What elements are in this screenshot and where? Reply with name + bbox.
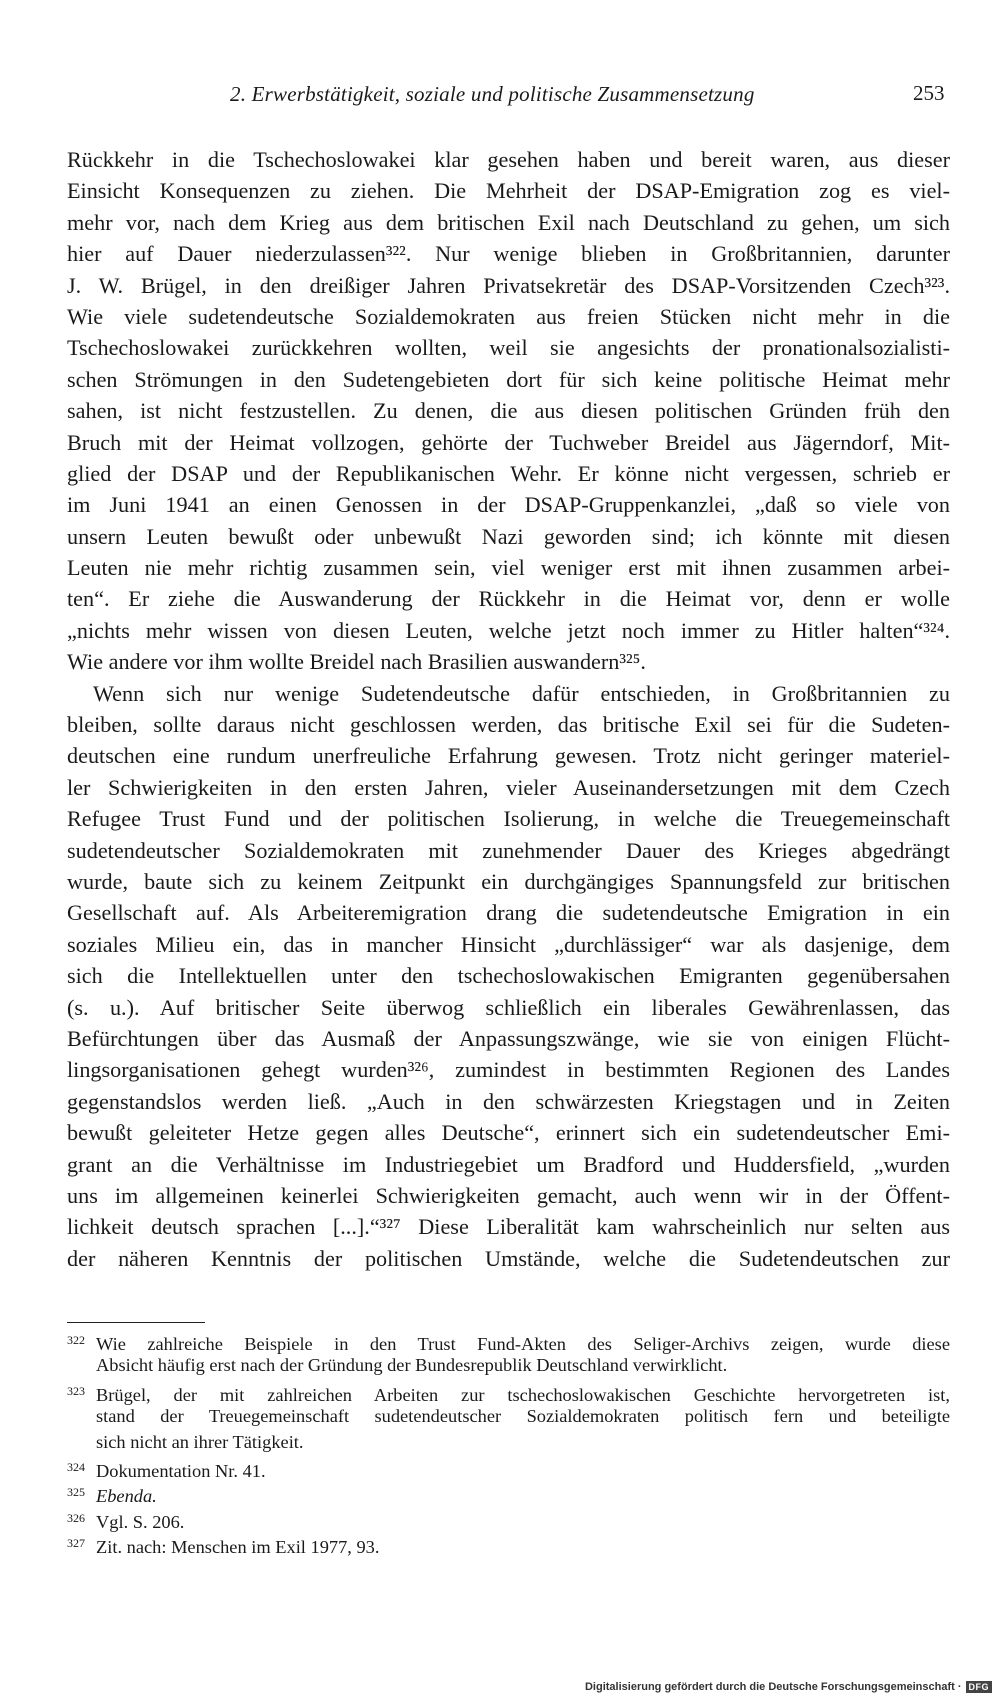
footnote-text: Vgl. S. 206. (96, 1511, 185, 1532)
text-line: Tschechoslowakei zurückkehren wollten, weil sie angesichts der pronationalsozialisti- (67, 335, 950, 361)
text-line: hier auf Dauer niederzulassen³²². Nur wenige blieben in Großbritannien, darunter (67, 241, 950, 267)
text-line: sudetendeutscher Sozialdemokraten mit zunehmender Dauer des Krieges abgedrängt (67, 837, 950, 863)
footnote-number: 324 (67, 1459, 85, 1474)
text-line: Befürchtungen über das Ausmaß der Anpassungszwänge, wie sie von einigen Flücht- (67, 1025, 950, 1051)
footnote-325 (67, 1480, 950, 1505)
text-line: uns im allgemeinen keinerlei Schwierigkeiten gemacht, auch wenn wir in der Öffent- (67, 1182, 950, 1208)
footnote-number: 322 (67, 1333, 85, 1347)
text-line: Leuten nie mehr richtig zusammen sein, viel weniger erst mit ihnen zusammen arbei- (67, 555, 950, 581)
text-line: lichkeit deutsch sprachen [...].“³²⁷ Diese Liberalität kam wahrscheinlich nur selten aus (67, 1214, 950, 1240)
footnote-323-cont: stand der Treuegemeinschaft sudetendeutscher Sozialdemokraten politisch fern und beteiligte (96, 1406, 950, 1427)
text-line: bewußt geleiteter Hetze gegen alles Deutsche“, erinnert sich ein sudetendeutscher Emi- (67, 1120, 950, 1146)
running-head: 2. Erwerbstätigkeit, soziale und politische Zusammensetzung (230, 82, 755, 106)
text-line: Refugee Trust Fund und der politischen Isolierung, in welche die Treuegemeinschaft (67, 806, 950, 832)
footnote-text: Wie zahlreiche Beispiele in den Trust Fund-Akten des Seliger-Archivs zeigen, wurde diese (96, 1334, 950, 1354)
footnote-323-cont: sich nicht an ihrer Tätigkeit. (96, 1431, 304, 1452)
text-line: ten“. Er ziehe die Auswanderung der Rückkehr in die Heimat vor, denn er wolle (67, 586, 950, 612)
text-line: Wie andere vor ihm wollte Breidel nach Brasilien auswandern³²⁵. (67, 649, 646, 675)
text-line: im Juni 1941 an einen Genossen in der DSAP-Gruppenkanzlei, „daß so viele von (67, 492, 950, 518)
footnote-322-cont: Absicht häufig erst nach der Gründung der Bundesrepublik Deutschland verwirklicht. (96, 1355, 728, 1376)
footnote-text: Zit. nach: Menschen im Exil 1977, 93. (96, 1537, 380, 1558)
text-line: sahen, ist nicht festzustellen. Zu denen, die aus diesen politischen Gründen früh den (67, 398, 950, 424)
text-line: glied der DSAP und der Republikanischen Wehr. Er könne nicht vergessen, schrieb er (67, 460, 950, 486)
text-line: Gesellschaft auf. Als Arbeiteremigration drang die sudetendeutsche Emigration in ein (67, 900, 950, 926)
text-line: Bruch mit der Heimat vollzogen, gehörte der Tuchweber Breidel aus Jägerndorf, Mit- (67, 429, 950, 455)
footnote-number: 323 (67, 1383, 85, 1398)
text-line: wurde, baute sich zu keinem Zeitpunkt ein durchgängiges Spannungsfeld zur britischen (67, 868, 950, 894)
footnote-324 (67, 1455, 950, 1480)
text-line: soziales Milieu ein, das in mancher Hinsicht „durchlässiger“ war als dasjenige, dem (67, 931, 950, 957)
text-line: ler Schwierigkeiten in den ersten Jahren, vieler Auseinandersetzungen mit dem Czech (67, 774, 950, 800)
text-line: grant an die Verhältnisse im Industriegebiet um Bradford und Huddersfield, „wurden (67, 1151, 950, 1177)
text-line: sich die Intellektuellen unter den tschechoslowakischen Emigranten gegenübersahen (67, 963, 950, 989)
text-line: (s. u.). Auf britischer Seite überwog schließlich ein liberales Gewährenlassen, das (67, 994, 950, 1020)
text-line: Einsicht Konsequenzen zu ziehen. Die Mehrheit der DSAP-Emigration zog es viel- (67, 178, 950, 204)
page-number: 253 (913, 81, 945, 105)
footnote-number: 325 (67, 1485, 85, 1500)
body-text (67, 144, 950, 1274)
text-line: mehr vor, nach dem Krieg aus dem britischen Exil nach Deutschland zu gehen, um sich (67, 209, 950, 235)
text-line: Rückkehr in die Tschechoslowakei klar gesehen haben und bereit waren, aus dieser (67, 147, 950, 172)
footnote-323 (67, 1379, 950, 1404)
digitization-credit (585, 1681, 992, 1693)
footnote-divider (67, 1322, 205, 1323)
text-line: Wie viele sudetendeutsche Sozialdemokraten aus freien Stücken nicht mehr in die (67, 303, 950, 329)
text-line: deutschen eine rundum unerfreuliche Erfahrung gewesen. Trotz nicht geringer materiel- (67, 743, 950, 769)
footnote-text: Brügel, der mit zahlreichen Arbeiten zur tschechoslowakischen Geschichte hervorgetreten ist, (96, 1384, 950, 1405)
footnote-322 (67, 1328, 950, 1353)
text-line: gegenstandslos werden ließ. „Auch in den schwärzesten Kriegstagen und in Zeiten (67, 1088, 950, 1114)
footnote-number: 326 (67, 1510, 85, 1525)
footnote-327 (67, 1531, 950, 1556)
footnote-text: Ebenda. (96, 1486, 157, 1507)
footnote-text: Dokumentation Nr. 41. (96, 1460, 266, 1481)
text-line: J. W. Brügel, in den dreißiger Jahren Privatsekretär des DSAP-Vorsitzenden Czech³²³. (67, 272, 950, 298)
text-line: schen Strömungen in den Sudetengebieten dort für sich keine politische Heimat mehr (67, 366, 950, 392)
credit-text: Digitalisierung gefördert durch die Deutsche Forschungsgemeinschaft · (584, 1681, 962, 1693)
text-line: „nichts mehr wissen von diesen Leuten, welche jetzt noch immer zu Hitler halten“³²⁴. (67, 617, 950, 643)
dfg-logo-icon: DFG (966, 1681, 993, 1693)
text-line: lingsorganisationen gehegt wurden³²⁶, zumindest in bestimmten Regionen des Landes (67, 1057, 950, 1083)
footnote-326 (67, 1506, 950, 1531)
text-line: der näheren Kenntnis der politischen Umstände, welche die Sudetendeutschen zur (67, 1245, 950, 1271)
footnotes (67, 1328, 950, 1557)
text-line: unsern Leuten bewußt oder unbewußt Nazi geworden sind; ich könnte mit diesen (67, 523, 950, 549)
text-line: Wenn sich nur wenige Sudetendeutsche dafür entschieden, in Großbritannien zu (93, 680, 950, 706)
text-line: bleiben, sollte daraus nicht geschlossen werden, das britische Exil sei für die Sudeten- (67, 712, 950, 738)
footnote-number: 327 (67, 1536, 85, 1551)
